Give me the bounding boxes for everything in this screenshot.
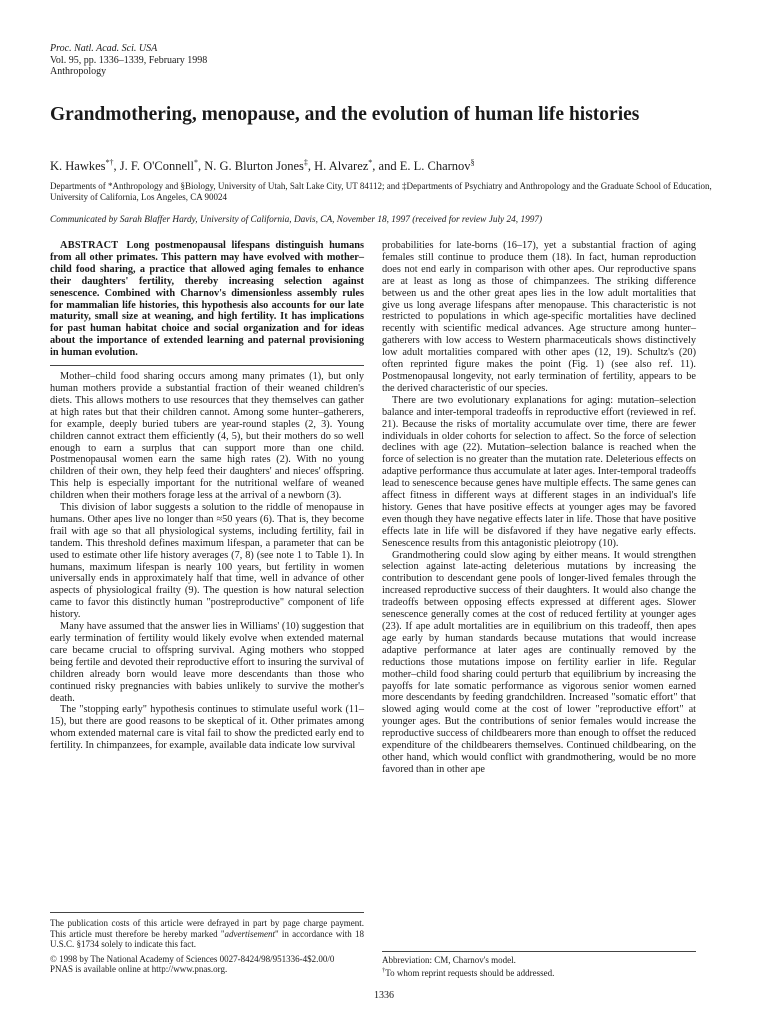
publication-cost-note: The publication costs of this article were defrayed in part by page charge payment. This article must therefore be hereby marked "advertisement" in accordance with 18 U.S.C. §1734 solely to indicate this fact. [50, 918, 364, 950]
abstract-label: ABSTRACT [60, 240, 119, 251]
abbreviation-note: Abbreviation: CM, Charnov's model. [382, 955, 516, 965]
body-paragraph: This division of labor suggests a solution to the riddle of menopause in humans. Other apes live no longer than ≈50 years (6). That is, they become frail with age so that all physiological systems, including fertility, fail in tandem. This threshold defines maximum lifespan, a parameter that can be used to estimate other life history averages (7, 8) (see note 1 to Table 1). In humans, maximum lifespan is nearly 100 years, but fertility in women universally ends in approximately half that time, well in advance of other aspects of physiological frailty (9). The question is how natural selection came to favor this distinctly human "postreproductive" component of life history. [50, 502, 364, 621]
author-name: H. Alvarez [314, 159, 369, 174]
copyright-note: © 1998 by The National Academy of Sciences 0027-8424/98/951336-4$2.00/0 PNAS is available online at http://www.pnas.org. [50, 953, 335, 975]
right-column [382, 240, 696, 776]
author-name: J. F. O'Connell [119, 159, 194, 174]
author-list: K. Hawkes*†, J. F. O'Connell*, N. G. Blurton Jones‡, H. Alvarez*, and E. L. Charnov§ [50, 158, 475, 174]
right-footnotes [382, 955, 696, 978]
author-mark: * [368, 158, 373, 167]
body-paragraph: The "stopping early" hypothesis continues to stimulate useful work (11–15), but there are good reasons to be skeptical of it. Other primates among whom extended maternal care is vital fail to show the predicted early end to fertility. In chimpanzees, for example, available data indicate low survival [50, 704, 364, 752]
body-paragraph: Mother–child food sharing occurs among many primates (1), but only human mothers provide a substantial fraction of their weaned children's diets. This allows mothers to use resources that they themselves can gather at high rates but that their children cannot. Among some hunter–gatherers, for example, deeply buried tubers are year-round staples (2, 3). Young children cannot extract them efficiently (4, 5), but their mothers do so well enough to earn a surplus that can support more than one child. Postmenopausal women earn the same high rates (2). With no young children of their own, they help feed their daughters' and nieces' offspring. This help is especially important for the nutritional welfare of weaned children when their mothers forage less at the arrival of a newborn (3). [50, 371, 364, 502]
communicated-by: Communicated by Sarah Blaffer Hardy, University of California, Davis, CA, November 18, 1997 (received for review July 24, 1997) [50, 215, 543, 225]
author-mark: § [470, 158, 475, 167]
left-footnotes [50, 918, 364, 979]
left-column [50, 240, 364, 752]
footnote-divider-left [50, 912, 364, 913]
author-mark: ‡ [303, 158, 308, 167]
journal-name: Proc. Natl. Acad. Sci. USA [50, 43, 158, 54]
reprint-note: †To whom reprint requests should be addressed. [382, 966, 555, 978]
journal-section: Anthropology [50, 66, 107, 77]
body-paragraph: There are two evolutionary explanations for aging: mutation–selection balance and inter-temporal tradeoffs in reproductive effort (reviewed in ref. 21). Because the risks of mortality accumulate over time, there are fewer individuals in older cohorts for selection to affect. So the force of selection declines with age (22). Mutation–selection balance is reached when the force of selection is no greater than the mutation rate. Deleterious effects on adaptive performance thus accumulate at later ages. Inter-temporal tradeoffs lead to senescence because genes have multiple effects. The same genes can affect fitness in different ways at different stages in an individual's life history. Genes that have positive effects at younger ages may be favored even though they have negative effects later in life. Those that have positive effects late in life will be disfavored if they have negative early effects. Senescence results from this antagonistic pleiotropy (10). [382, 394, 696, 549]
footnote-divider-right [382, 951, 696, 952]
author-mark: *† [105, 158, 114, 167]
body-paragraph: Grandmothering could slow aging by either means. It would strengthen selection against late-acting deleterious mutations by increasing the contribution to descendant gene pools of longer-lived females through the increased reproductive success of their daughters. It would also change the tradeoffs between opposing effects expressed at different ages. Slower senescence generally comes at the cost of reduced fertility at younger ages (23). If ape adult mortalities are in equilibrium on this tradeoff, then apes age early by human standards because mutations that would increase adaptive performance at later ages are continually removed by the reductions those mutations impose on fertility earlier in life. Regular mother–child food sharing could perturb that equilibrium by increasing the payoffs for late somatic performance as vigorous senior women earned more descendants by feeding grandchildren. Increased "somatic effort" that slowed aging would come at the cost of lower "reproductive effort" at younger ages. But the contributions of senior females would increase the reproductive success of childbearers more than enough to offset the reduced expenditure of the childbearers themselves. Continued childbearing, on the other hand, which would conflict with grandmothering, would be no more favored than in other ape [382, 549, 696, 775]
abstract-divider [50, 365, 364, 366]
journal-header [50, 43, 207, 78]
journal-volume: Vol. 95, pp. 1336–1339, February 1998 [50, 54, 208, 66]
affiliations: Departments of *Anthropology and §Biology, University of Utah, Salt Lake City, UT 84112; and ‡Departments of Psychiatry and Anthropology and the Graduate School of Education, University of California, Los Angeles, CA 90024 [50, 181, 712, 202]
abstract [50, 240, 364, 359]
body-paragraph: probabilities for late-borns (16–17), yet a substantial fraction of aging females still continue to produce them (18). In fact, human reproduction does not end early in comparison with other apes. Our reproductive spans are at least as long as those of chimpanzees. The striking difference between us and the other great apes lies in the low adult mortalities that give us long average lifespans after menopause. This characteristic is not restricted to populations in which age-specific mortalities have declined recently with scientific medical advances. Age structure among hunter–gatherers with low access to Western pharmaceuticals shows distinctively low adult mortalities compared with other apes (12, 19). Schultz's (20) often reprinted figure makes the point (Fig. 1) (see also ref. 11). Postmenopausal longevity, not early termination of fertility, appears to be the derived characteristic of our species. [382, 240, 696, 394]
article-title: Grandmothering, menopause, and the evolution of human life histories [50, 104, 640, 125]
author-name: K. Hawkes [50, 159, 106, 174]
body-paragraph: Many have assumed that the answer lies in Williams' (10) suggestion that early termination of fertility would likely evolve when extended maternal care became crucial to offspring survival. Aging mothers who stopped being fertile and devoted their reproductive effort to insuring the survival of children already born would leave more descendants than those who continued risky pregnancies with babies unlikely to survive the mother's death. [50, 621, 364, 704]
author-name: E. L. Charnov [399, 159, 471, 174]
author-mark: * [193, 158, 198, 167]
abstract-text: Long postmenopausal lifespans distinguish humans from all other primates. This pattern may have evolved with mother–child food sharing, a practice that allowed aging females to enhance their daughters' fertility, thereby increasing selection against senescence. Combined with Charnov's dimensionless assembly rules for mammalian life histories, this hypothesis also accounts for our late maturity, small size at weaning, and high fertility. It has implications for past human habitat choice and social organization and for ideas about the importance of extended learning and paternal provisioning in human evolution. [50, 240, 364, 359]
author-name: N. G. Blurton Jones [204, 159, 304, 174]
page-number: 1336 [374, 990, 394, 1001]
